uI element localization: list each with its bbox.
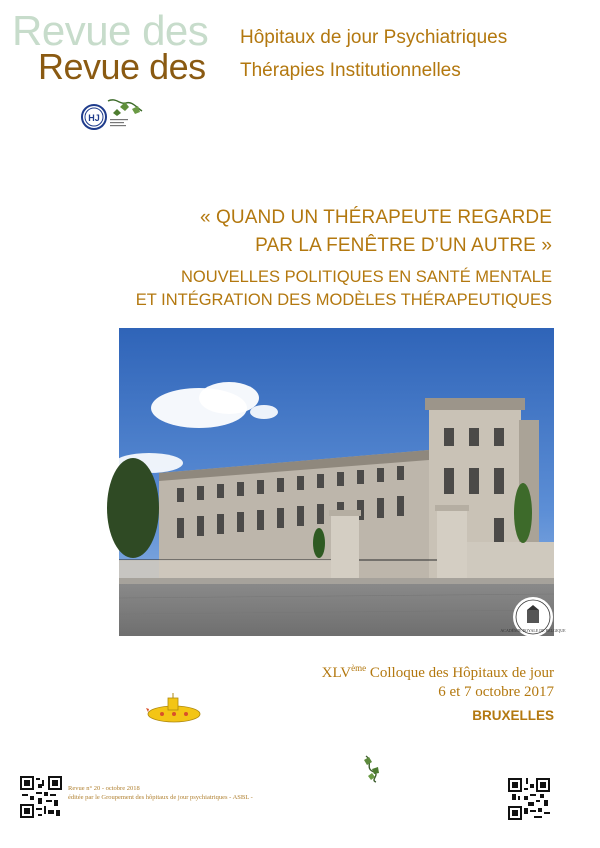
masthead-subtitle-1: Hôpitaux de jour Psychiatriques (240, 27, 508, 48)
headline-line-2: PAR LA FENÊTRE D’UN AUTRE » (255, 235, 552, 256)
academy-seal (500, 596, 566, 638)
ivy-ornament-icon (360, 754, 384, 784)
colloque-title (322, 658, 554, 683)
subheadline-line-2: ET INTÉGRATION DES MODÈLES THÉRAPEUTIQUES (135, 291, 552, 309)
headline-line-1: « QUAND UN THÉRAPEUTE REGARDE (200, 207, 552, 228)
yellow-submarine-icon (146, 692, 202, 726)
footer-issue: Revue n° 20 - octobre 2018 (68, 785, 140, 792)
qr-code-left[interactable] (20, 776, 62, 818)
colloque-title-text: Colloque des Hôpitaux de jour (366, 665, 554, 681)
masthead-ghost-title: Revue des (12, 7, 209, 54)
colloque-number-suffix: ème (351, 663, 367, 673)
colloque-number: XLV (321, 665, 352, 681)
qr-code-right[interactable] (508, 778, 550, 820)
masthead-title: Revue des (38, 46, 206, 87)
colloque-dates: 6 et 7 octobre 2017 (438, 684, 554, 700)
seal-text: ACADÉMIE ROYALE DE BELGIQUE (500, 628, 566, 633)
masthead-subtitle-2: Thérapies Institutionnelles (240, 60, 461, 81)
colloque-city: BRUXELLES (472, 708, 554, 723)
svg-text:HJ: HJ (88, 113, 100, 123)
palace-illustration (119, 328, 554, 636)
cover-photo (119, 328, 566, 636)
association-logo (80, 95, 146, 135)
subheadline-line-1: NOUVELLES POLITIQUES EN SANTÉ MENTALE (180, 268, 552, 286)
footer-publisher: éditée par le Groupement des hôpitaux de jour psychiatriques - ASBL - (68, 794, 253, 801)
